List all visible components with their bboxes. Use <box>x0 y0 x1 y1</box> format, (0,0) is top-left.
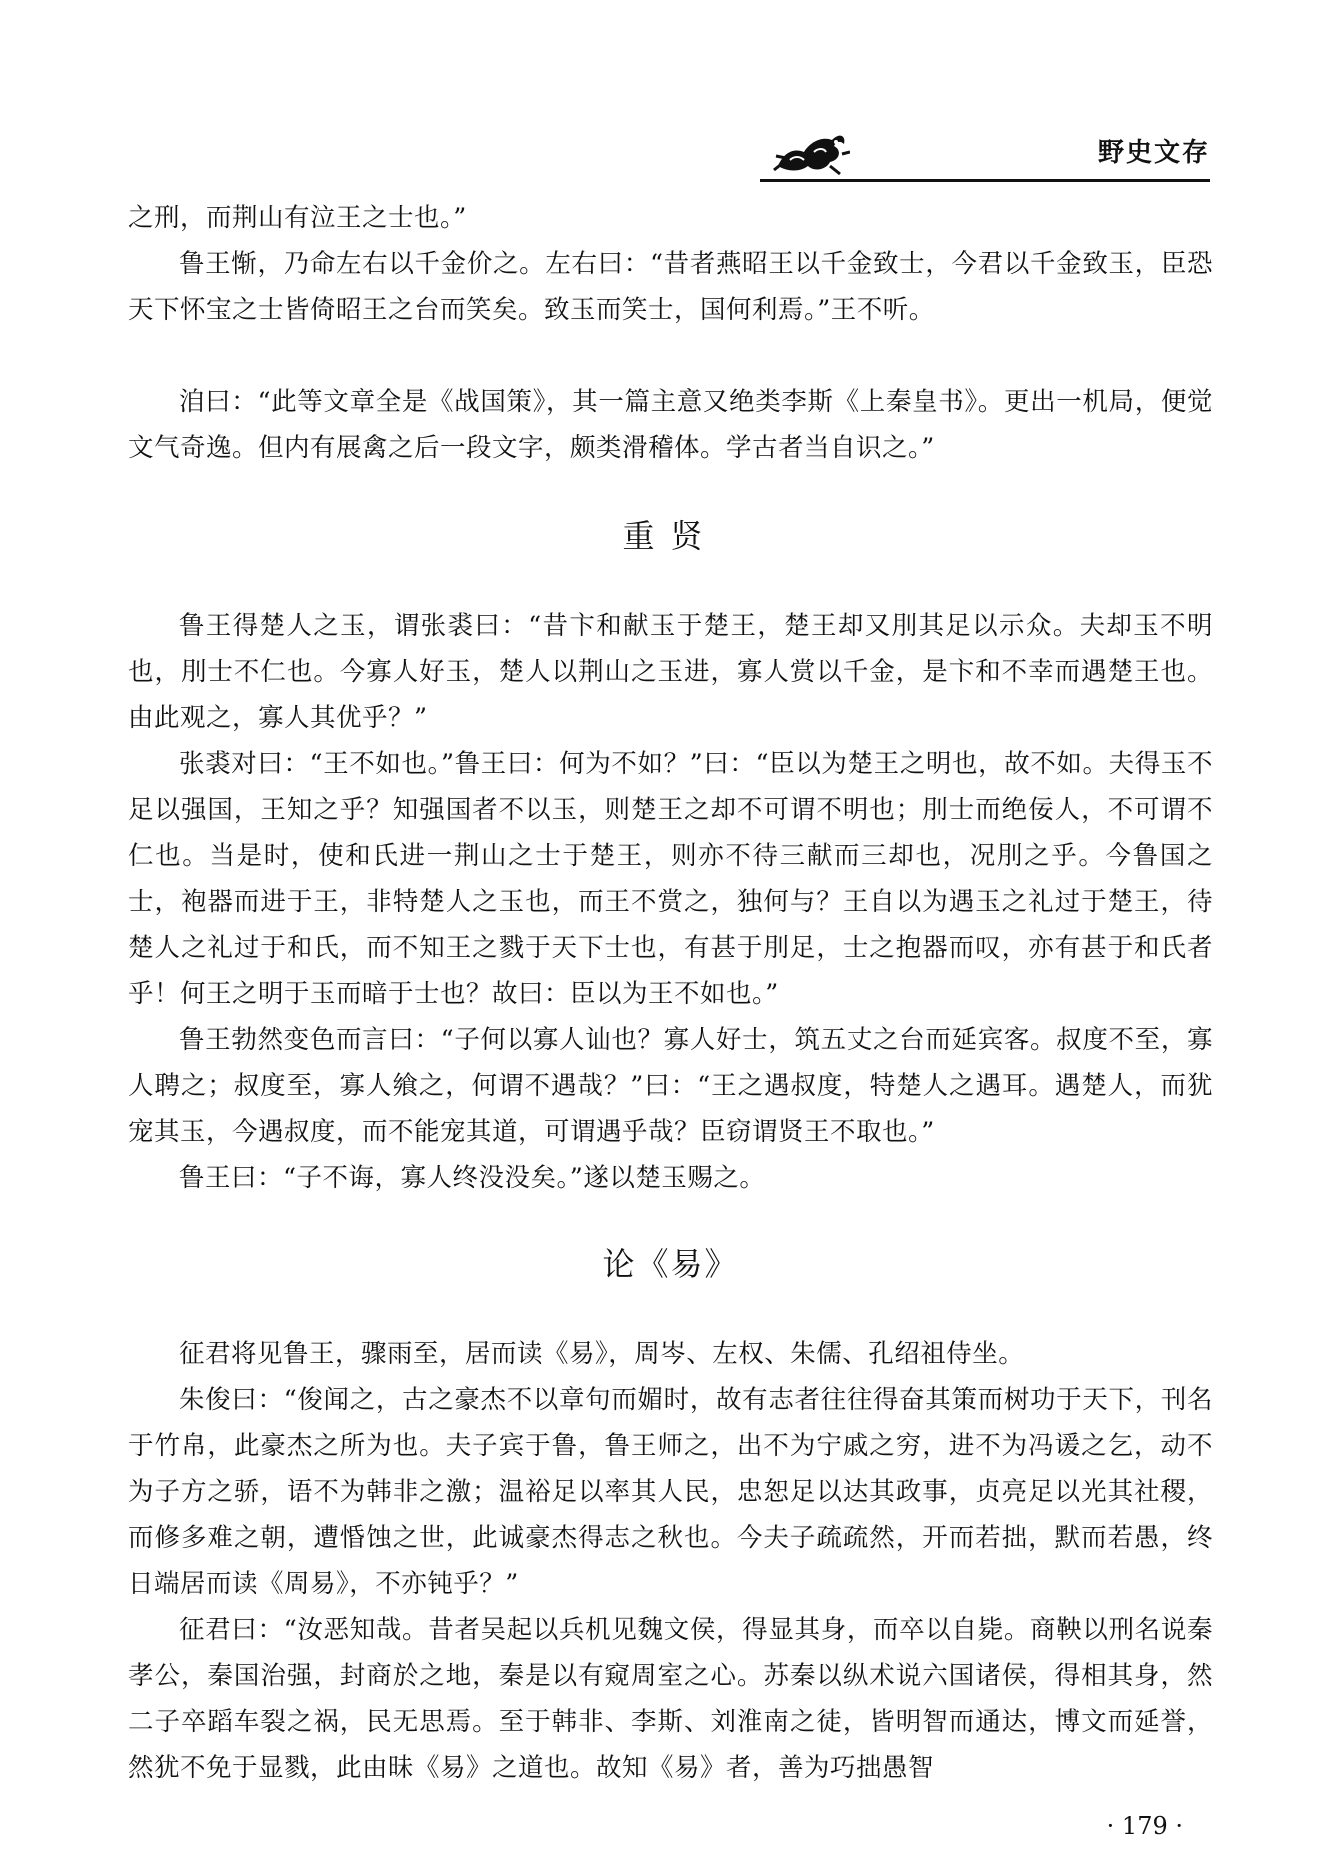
paragraph: 鲁王曰：“子不诲，寡人终没没矣。”遂以楚玉赐之。 <box>179 1163 766 1193</box>
paragraph: 征君曰：“汝恶知哉。昔者吴起以兵机见魏文侯，得显其身，而卒以自毙。商鞅以刑名说秦孝公，秦国治强，封商於之地，秦是以有窥周室之心。苏秦以纵术说六国诸侯，得相其身，然二子卒蹈车裂之祸，民无思焉。至于韩非、李斯、刘淮南之徒，皆明智而通达，博文而延誉，然犹不免于显戮，此由昧《易》之道也。故知《易》者，善为巧拙愚智 <box>128 1615 1213 1783</box>
page-body <box>128 195 1213 1791</box>
header-rule <box>760 179 1210 182</box>
section-title: 论《易》 <box>602 1245 739 1283</box>
section-title: 重贤 <box>622 517 719 555</box>
paragraph: 张裘对曰：“王不如也。”鲁王曰：何为不如？”曰：“臣以为楚王之明也，故不如。夫得玉不足以强国，王知之乎？知强国者不以玉，则楚王之却不可谓不明也；刖士而绝佞人，不可谓不仁也。当是时，使和氏进一荆山之士于楚王，则亦不待三献而三却也，况刖之乎。今鲁国之士，袍器而进于王，非特楚人之玉也，而王不赏之，独何与？王自以为遇玉之礼过于楚王，待楚人之礼过于和氏，而不知王之戮于天下士也，有甚于刖足，士之抱器而叹，亦有甚于和氏者乎！何王之明于玉而暗于士也？故曰：臣以为王不如也。” <box>128 749 1213 1009</box>
paragraph: 之刑，而荆山有泣王之士也。” <box>128 203 467 233</box>
commentary-paragraph: 洎曰：“此等文章全是《战国策》，其一篇主意又绝类李斯《上秦皇书》。更出一机局，便觉文气奇逸。但内有展禽之后一段文字，颇类滑稽体。学古者当自识之。” <box>128 387 1213 463</box>
paragraph: 鲁王惭，乃命左右以千金价之。左右曰：“昔者燕昭王以千金致士，今君以千金致玉，臣恐天下怀宝之士皆倚昭王之台而笑矣。致玉而笑士，国何利焉。”王不听。 <box>128 249 1213 325</box>
paragraph: 朱俊曰：“俊闻之，古之豪杰不以章句而媚时，故有志者往往得奋其策而树功于天下，刊名于竹帛，此豪杰之所为也。夫子宾于鲁，鲁王师之，出不为宁戚之穷，进不为冯谖之乞，动不为子方之骄，语不为韩非之激；温裕足以率其人民，忠恕足以达其政事，贞亮足以光其社稷，而修多难之朝，遭惛蚀之世，此诚豪杰得志之秋也。今夫子疏疏然，开而若拙，默而若愚，终日端居而读《周易》，不亦钝乎？” <box>128 1385 1213 1599</box>
dragon-icon <box>770 122 850 178</box>
paragraph: 征君将见鲁王，骤雨至，居而读《易》，周岑、左权、朱儒、孔绍祖侍坐。 <box>179 1339 1025 1369</box>
spacer <box>128 333 1213 379</box>
paragraph: 鲁王得楚人之玉，谓张裘曰：“昔卞和献玉于楚王，楚王却又刖其足以示众。夫却玉不明也，刖士不仁也。今寡人好玉，楚人以荆山之玉进，寡人赏以千金，是卞和不幸而遇楚王也。由此观之，寡人其优乎？” <box>128 611 1213 733</box>
paragraph: 鲁王勃然变色而言曰：“子何以寡人讪也？寡人好士，筑五丈之台而延宾客。叔度不至，寡人聘之；叔度至，寡人飨之，何谓不遇哉？”曰：“王之遇叔度，特楚人之遇耳。遇楚人，而犹宠其玉，今遇叔度，而不能宠其道，可谓遇乎哉？臣窃谓贤王不取也。” <box>128 1025 1213 1147</box>
header-title: 野史文存 <box>1097 138 1210 168</box>
running-header <box>760 118 1210 182</box>
page-number: · 179 · <box>1106 1812 1183 1840</box>
